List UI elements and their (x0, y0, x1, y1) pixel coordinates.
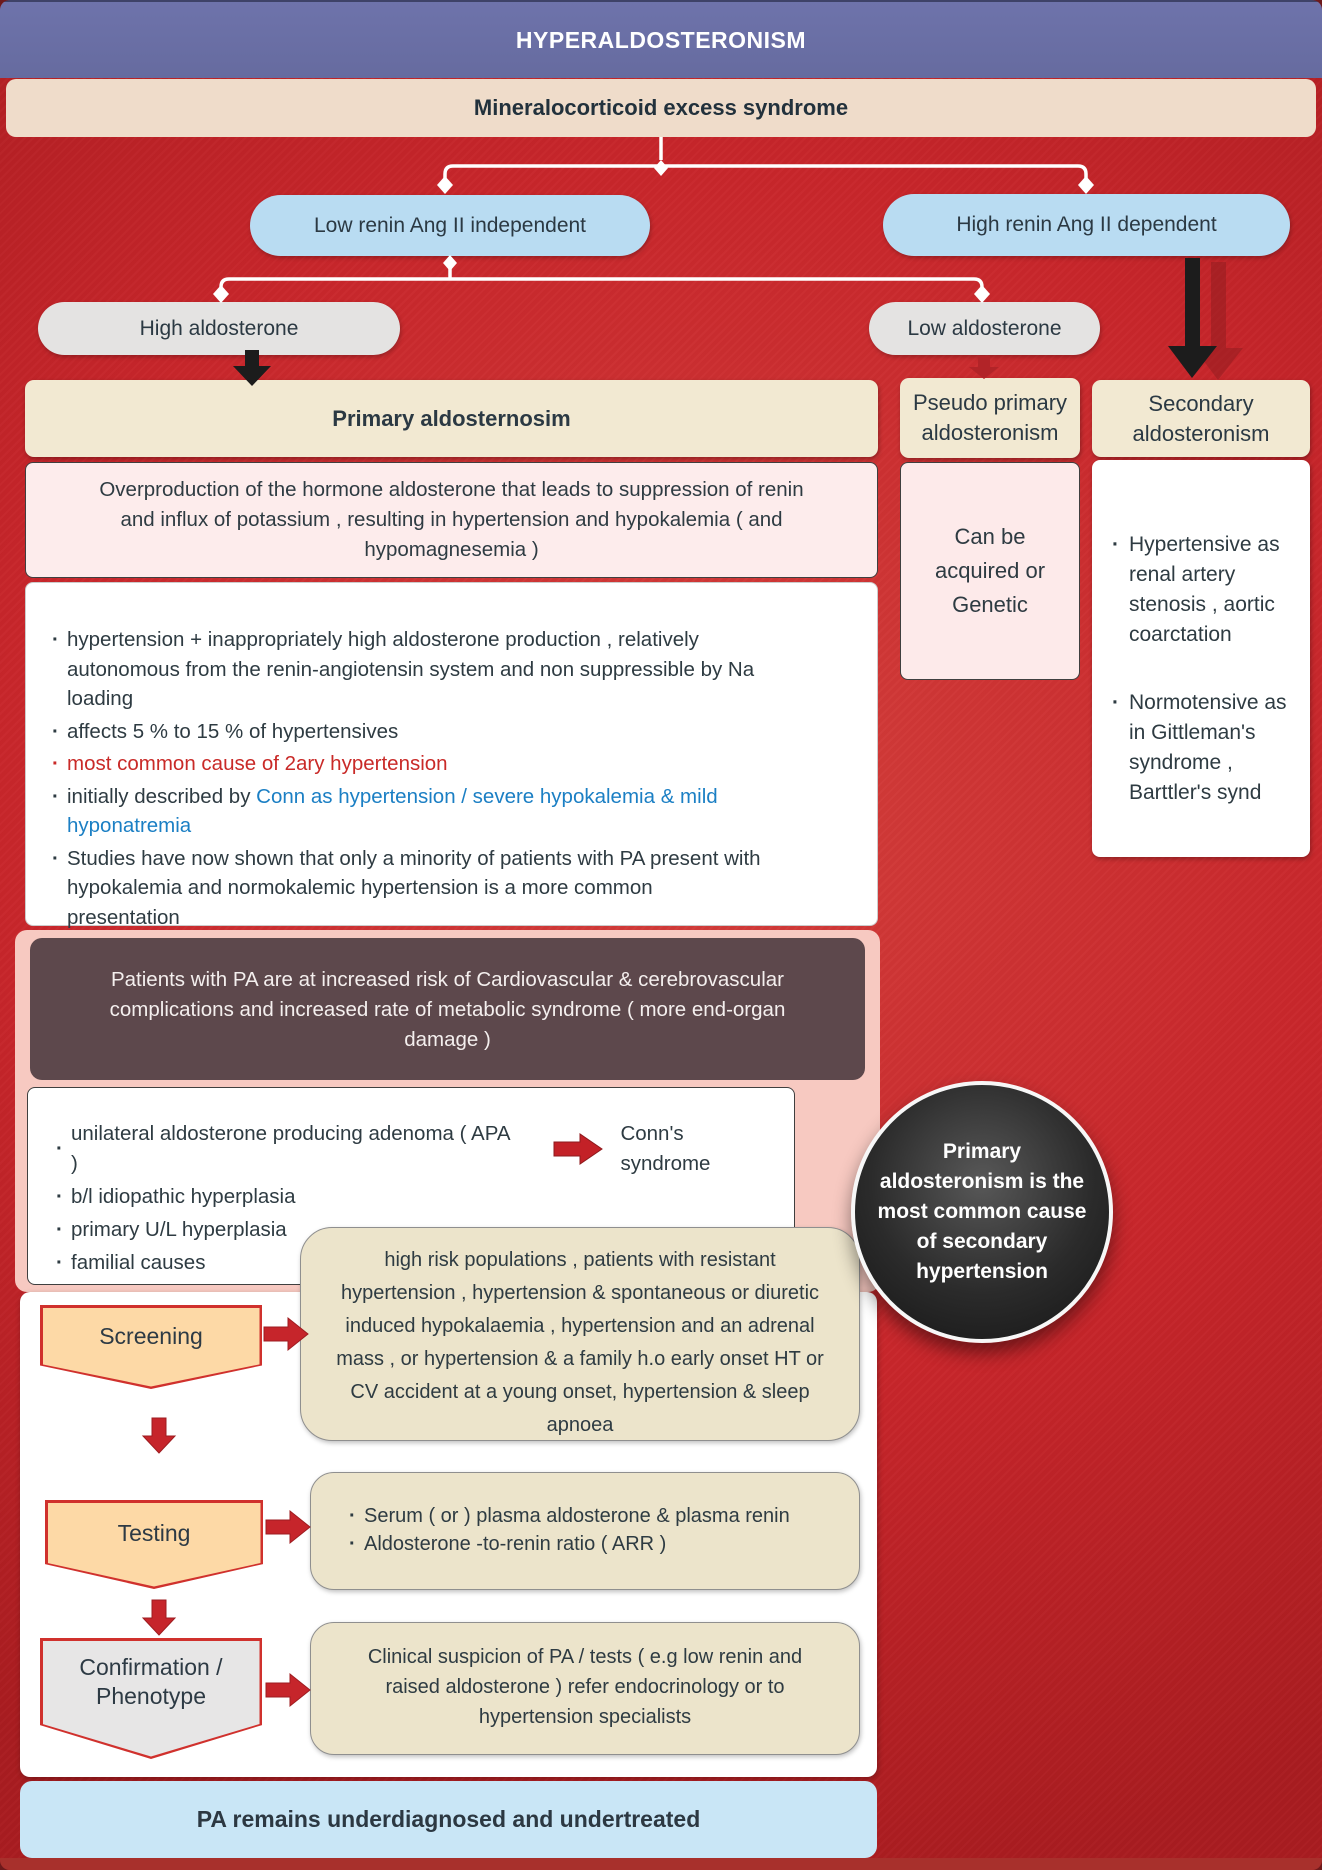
flow-step-screening (40, 1305, 262, 1389)
arrow-down-small-red-icon (969, 356, 999, 379)
diamond-connector-icon (974, 285, 990, 303)
footer-text: PA remains underdiagnosed and undertreated (196, 1806, 701, 1832)
footer-banner (20, 1781, 877, 1858)
bullet-item: · b/l idiopathic hyperplasia (54, 1182, 776, 1212)
header-label: Pseudo primary aldosteronism (912, 390, 1068, 445)
frame-border-bottom (0, 1858, 1322, 1870)
pseudo-primary-header (900, 378, 1080, 458)
page-title (0, 0, 1322, 78)
diamond-connector-icon (437, 176, 453, 194)
bullet-item-mixed (50, 782, 765, 841)
highlight-circle (851, 1081, 1113, 1343)
highlight-circle-text: Primary aldosteronism is the most common cause of secondary hypertension (877, 1140, 1087, 1283)
tree-level1-lines (445, 137, 1086, 178)
tree-level1-diamond-icons (437, 160, 1094, 194)
node-low-renin-ang2-independent (250, 195, 650, 256)
flow-step-label: Screening (99, 1322, 203, 1349)
diamond-connector-icon (654, 160, 668, 176)
cause-apa-text: · unilateral aldosterone producing adenoma ( APA ) (71, 1122, 510, 1175)
tree-level2-diamond-icons (213, 255, 990, 303)
diamond-connector-icon (213, 285, 229, 303)
flow-step-label: Confirmation / Phenotype (79, 1653, 223, 1709)
secondary-aldosteronism-body (1092, 460, 1310, 857)
flow-step-testing (45, 1500, 263, 1589)
primary-aldosteronism-header (25, 380, 878, 457)
risk-statement-text: Patients with PA are at increased risk of Cardiovascular & cerebrovascular complications and increased rate of metabolic syndrome ( more end-organ damage ) (109, 968, 786, 1051)
header-label: Secondary aldosteronism (1132, 390, 1270, 446)
flow-step-confirmation (40, 1638, 262, 1759)
flow-step-label: Testing (117, 1520, 191, 1546)
confirmation-details-text: Clinical suspicion of PA / tests ( e.g low renin and raised aldosterone ) refer endocrinology or to hypertension specialists (367, 1646, 803, 1728)
diamond-connector-icon (1078, 176, 1094, 194)
pseudo-primary-text: Can be acquired or Genetic (934, 524, 1046, 617)
bullet-blue-part: Conn as hypertension / severe hypokalemia & mild hyponatremia (67, 784, 718, 837)
bullet-item: · Studies have now shown that only a minority of patients with PA present with hypokalemia and normokalemic hypertension is a more common presentation (50, 844, 765, 933)
screening-criteria-text: high risk populations , patients with resistant hypertension , hypertension & spontaneous or diuretic induced hypokalaemia , hypertension and an adrenal mass , or hypertension & a family h.o early onset HT or CV accident at a young onset, hypertension & sleep apnoea (336, 1249, 824, 1436)
bullet-item: · Normotensive as in Gittleman's syndrome , Barttler's synd (1110, 688, 1298, 808)
screening-criteria-bubble (300, 1227, 860, 1441)
conn-syndrome-label: Conn's syndrome (620, 1122, 711, 1175)
primary-overview-box (25, 462, 878, 578)
secondary-aldosteronism-header (1092, 380, 1310, 457)
subtitle-bar (6, 79, 1316, 137)
bullet-item: · affects 5 % to 15 % of hypertensives (50, 717, 765, 747)
diamond-connector-icon (443, 255, 457, 271)
testing-details-bubble (310, 1472, 860, 1590)
primary-overview-text: Overproduction of the hormone aldosterone that leads to suppression of renin and influx of potassium , resulting in hypertension and hypokalemia ( and hypomagnesemia ) (99, 478, 804, 561)
bullet-item: · Aldosterone -to-renin ratio ( ARR ) (347, 1530, 843, 1558)
node-label: High renin Ang II dependent (956, 213, 1217, 236)
bullet-item: · Serum ( or ) plasma aldosterone & plasma renin (347, 1502, 843, 1530)
node-label: Low aldosterone (907, 316, 1062, 340)
header-label: Primary aldosternosim (332, 405, 571, 431)
pseudo-primary-body (900, 462, 1080, 680)
bullet-item: · familial causes (54, 1248, 776, 1278)
primary-bullet-box (25, 582, 878, 929)
tree-level2-lines (221, 257, 982, 287)
bullet-item: · primary U/L hyperplasia (54, 1215, 776, 1245)
arrow-down-black-right-icon (1168, 258, 1217, 378)
node-high-aldosterone (38, 302, 400, 355)
page-title-label: HYPERALDOSTERONISM (515, 26, 807, 53)
node-label: High aldosterone (139, 316, 299, 340)
node-low-aldosterone (869, 302, 1100, 355)
node-label: Low renin Ang II independent (313, 213, 587, 237)
subtitle-label: Mineralocorticoid excess syndrome (473, 95, 849, 120)
node-high-renin-ang2-dependent (883, 194, 1290, 256)
arrow-right-red-icon (552, 1133, 604, 1165)
bullet-item-red: · most common cause of 2ary hypertension (50, 749, 765, 779)
bullet-item: · Hypertensive as renal artery stenosis , aortic coarctation (1110, 530, 1298, 650)
confirmation-details-bubble (310, 1622, 860, 1755)
bullet-item: · hypertension + inappropriately high aldosterone production , relatively autonomous from the renin-angiotensin system and non suppressible by Na loading (50, 625, 765, 714)
risk-statement-box (30, 938, 865, 1080)
bullet-item-with-result (54, 1119, 776, 1179)
bullet-prefix: initially described by (67, 784, 257, 808)
arrow-down-black-shadow-icon (1194, 262, 1243, 380)
